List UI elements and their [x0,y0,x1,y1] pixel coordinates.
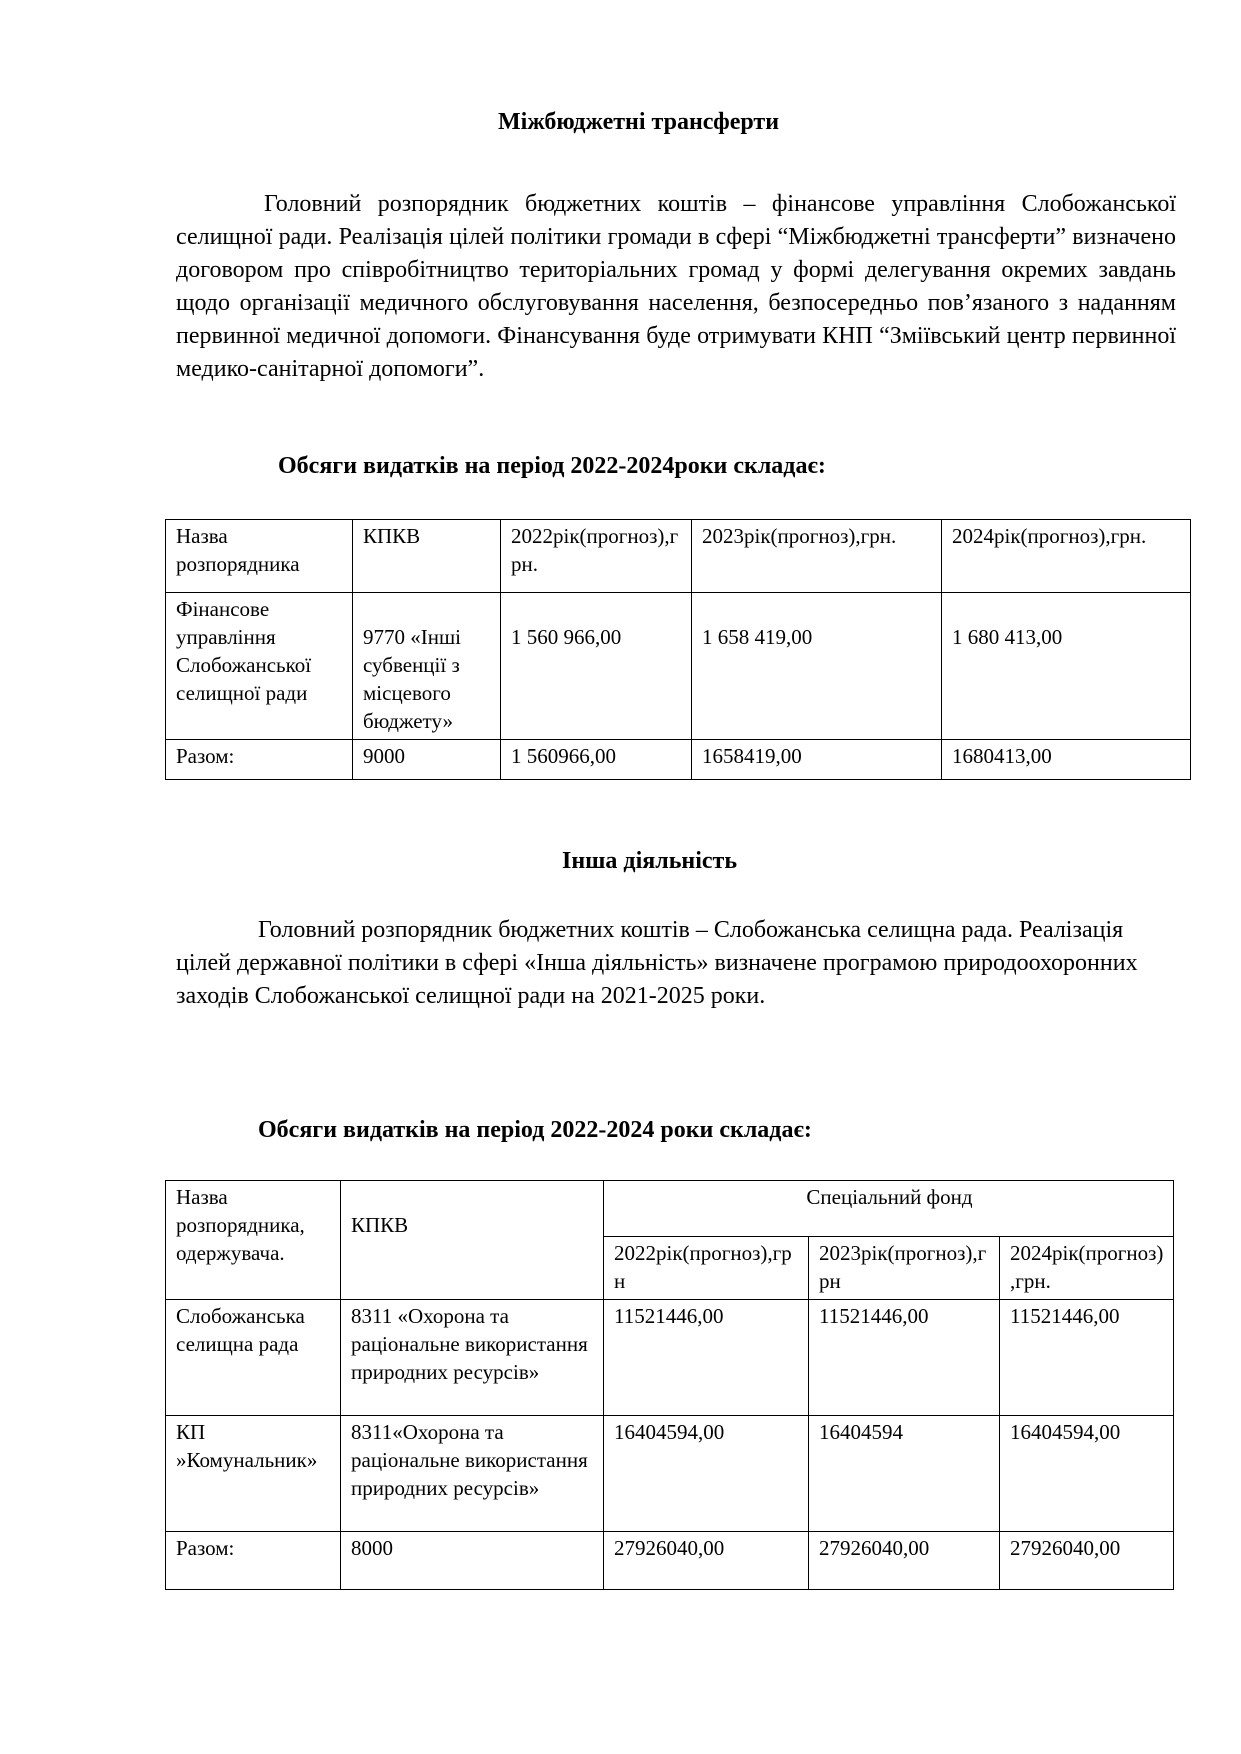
table-row [166,1300,1174,1416]
section-paragraph [176,188,1176,386]
section-paragraph [176,914,1166,1013]
paragraph-text: Головний розпорядник бюджетних коштів – фінансове управління Слобожанської селищної ради. Реалізація цілей політики громади в сфері “Міжбюджетні трансферти” визначено договором про співробітництво територіальних громад у формі делегування окремих завдань щодо організації медичного обслуговування населення, безпосередньо пов’язаного з наданням первинної медичної допомоги. Фінансування буде отримувати КНП “Зміївський центр первинної медико-санітарної допомоги”. [176,191,1176,382]
table-title: Обсяги видатків на період 2022-2024роки складає: [278,453,826,479]
table-title: Обсяги видатків на період 2022-2024 роки складає: [258,1117,812,1143]
table-cell: Разом: [166,740,353,780]
section-heading: Інша діяльність [562,848,738,874]
table-total-row [166,740,1191,780]
table-cell: 8311«Охорона та раціональне використання природних ресурсів» [341,1416,604,1532]
header-cell: 2022рік(прогноз),грн [604,1237,809,1300]
table-cell: Разом: [166,1532,341,1590]
table-cell: 16404594 [809,1416,1000,1532]
table-cell: 11521446,00 [809,1300,1000,1416]
table-header-row [166,520,1191,593]
table-header-row [166,1181,1174,1237]
header-cell: 2024рік(прогноз),грн. [1000,1237,1174,1300]
table-cell: 1658419,00 [692,740,942,780]
table-row [166,1416,1174,1532]
table-cell: 8311 «Охорона та раціональне використання природних ресурсів» [341,1300,604,1416]
table-cell: 9770 «Інші субвенції з місцевого бюджету» [353,593,501,740]
table-cell: 11521446,00 [604,1300,809,1416]
table-cell: Слобожанська селищна рада [166,1300,341,1416]
table-cell: КП »Комунальник» [166,1416,341,1532]
table-row [166,593,1191,740]
section-heading: Міжбюджетні трансферти [498,109,780,135]
table-cell: 27926040,00 [604,1532,809,1590]
table-cell: 1 680 413,00 [942,593,1191,740]
table-cell: 16404594,00 [604,1416,809,1532]
header-cell: 2023рік(прогноз),грн. [692,520,942,593]
table-cell: 1680413,00 [942,740,1191,780]
table-cell: 1 560 966,00 [501,593,692,740]
header-cell: Назва розпорядника, одержувача. [166,1181,341,1300]
header-cell: Назва розпорядника [166,520,353,593]
header-cell: 2023рік(прогноз),грн [809,1237,1000,1300]
table-cell: 27926040,00 [809,1532,1000,1590]
header-cell: КПКВ [341,1181,604,1300]
paragraph-text: Головний розпорядник бюджетних коштів – Слобожанська селищна рада. Реалізація цілей державної політики в сфері «Інша діяльність» визначене програмою природоохоронних заходів Слобожанської селищної ради на 2021-2025 роки. [176,917,1138,1009]
expenditure-table-2 [165,1180,1174,1590]
table-total-row [166,1532,1174,1590]
table-cell: 27926040,00 [1000,1532,1174,1590]
expenditure-table-1 [165,519,1191,780]
table-cell: 8000 [341,1532,604,1590]
table-cell: 1 658 419,00 [692,593,942,740]
table-cell: 9000 [353,740,501,780]
table-cell: Фінансове управління Слобожанської селищної ради [166,593,353,740]
header-cell: 2024рік(прогноз),грн. [942,520,1191,593]
table-cell: 1 560966,00 [501,740,692,780]
header-cell: 2022рік(прогноз),грн. [501,520,692,593]
group-header-cell: Спеціальний фонд [604,1181,1174,1237]
header-cell: КПКВ [353,520,501,593]
table-cell: 11521446,00 [1000,1300,1174,1416]
table-cell: 16404594,00 [1000,1416,1174,1532]
